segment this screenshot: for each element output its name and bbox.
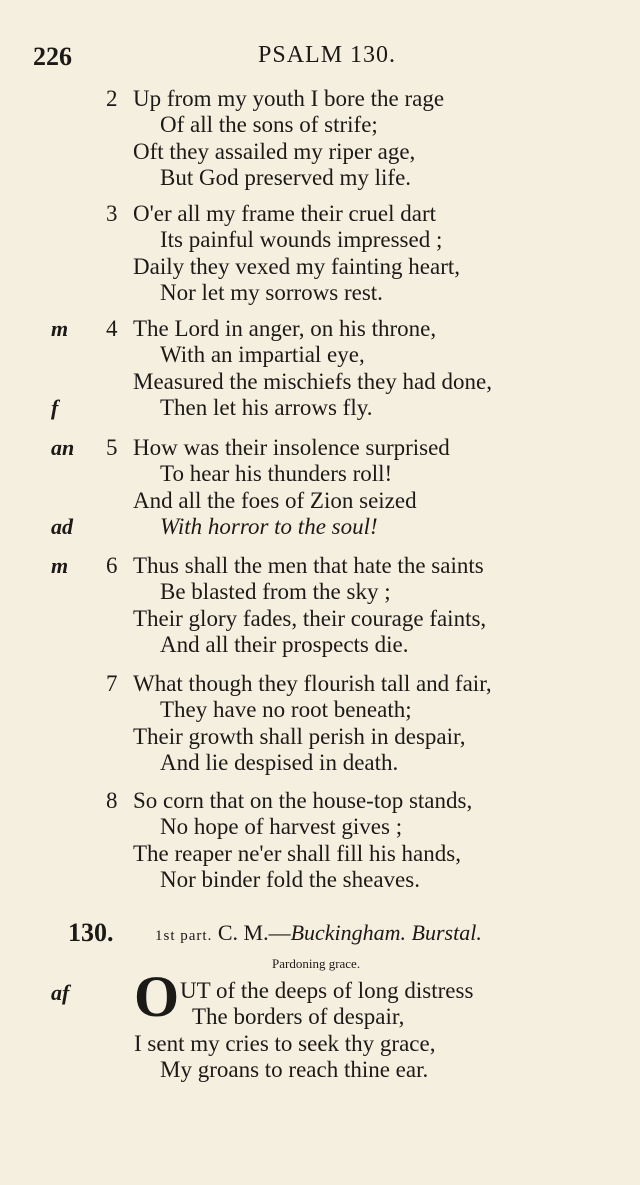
- verse-line: UT of the deeps of long distress: [180, 978, 474, 1003]
- hymn-heading: [0, 918, 640, 948]
- verse-line: And lie despised in death.: [160, 750, 399, 775]
- verse-line: Up from my youth I bore the rage: [133, 86, 445, 111]
- verse-line: Their glory fades, their courage faints,: [133, 606, 487, 631]
- verse-line: Be blasted from the sky ;: [160, 579, 391, 604]
- dynamic-mark: f: [51, 395, 59, 420]
- dynamic-mark: m: [51, 553, 69, 578]
- verse-line: O'er all my frame their cruel dart: [133, 201, 436, 226]
- verse-line: Daily they vexed my fainting heart,: [133, 254, 461, 279]
- page-number: 226: [33, 42, 72, 71]
- hymn-meter: C. M.—: [217, 920, 291, 945]
- verse-line: They have no root beneath;: [160, 697, 412, 722]
- hymn-subtitle: Pardoning grace.: [272, 956, 361, 971]
- verse-line: So corn that on the house-top stands,: [133, 788, 473, 813]
- verse-line: The Lord in anger, on his throne,: [133, 316, 437, 341]
- dynamic-mark: m: [51, 316, 69, 341]
- running-title: PSALM 130.: [258, 42, 397, 68]
- stanza-number: 8: [106, 788, 118, 813]
- stanza-number: 7: [106, 671, 118, 696]
- hymn-meta: [155, 920, 482, 946]
- verse-line: To hear his thunders roll!: [160, 461, 393, 486]
- stanza-number: 5: [106, 435, 118, 460]
- verse-line: With horror to the soul!: [160, 514, 378, 539]
- verse-line: And all their prospects die.: [160, 632, 409, 657]
- verse-line: My groans to reach thine ear.: [160, 1057, 429, 1082]
- verse-line: And all the foes of Zion seized: [133, 488, 417, 513]
- dynamic-mark: af: [51, 980, 70, 1005]
- stanza-number: 2: [106, 86, 118, 111]
- verse-line: Oft they assailed my riper age,: [133, 139, 416, 164]
- hymn-tunes: Buckingham. Burstal.: [290, 920, 482, 945]
- verse-line: Its painful wounds impressed ;: [160, 227, 443, 252]
- verse-line: Measured the mischiefs they had done,: [133, 369, 492, 394]
- page-header: [0, 42, 640, 76]
- verse-line: No hope of harvest gives ;: [160, 814, 403, 839]
- stanza-number: 6: [106, 553, 118, 578]
- verse-line: How was their insolence surprised: [133, 435, 450, 460]
- stanza-number: 3: [106, 201, 118, 226]
- stanza-number: 4: [106, 316, 118, 341]
- hymn-number: 130.: [68, 918, 114, 947]
- verse-line: What though they flourish tall and fair,: [133, 671, 492, 696]
- dynamic-mark: ad: [51, 514, 73, 539]
- verse-line: Their growth shall perish in despair,: [133, 724, 466, 749]
- verse-line: Nor let my sorrows rest.: [160, 280, 383, 305]
- verse-line: I sent my cries to seek thy grace,: [134, 1031, 436, 1056]
- verse-line: But God preserved my life.: [160, 165, 412, 190]
- dynamic-mark: an: [51, 435, 75, 460]
- hymn-part: 1st part.: [155, 928, 213, 944]
- verse-line: Thus shall the men that hate the saints: [133, 553, 484, 578]
- verse-line: The borders of despair,: [192, 1004, 405, 1029]
- verse-line: Of all the sons of strife;: [160, 112, 378, 137]
- verse-line: With an impartial eye,: [160, 342, 365, 367]
- verse-line: Nor binder fold the sheaves.: [160, 867, 420, 892]
- verse-line: Then let his arrows fly.: [160, 395, 373, 420]
- drop-cap: O: [134, 964, 180, 1029]
- verse-line: The reaper ne'er shall fill his hands,: [133, 841, 461, 866]
